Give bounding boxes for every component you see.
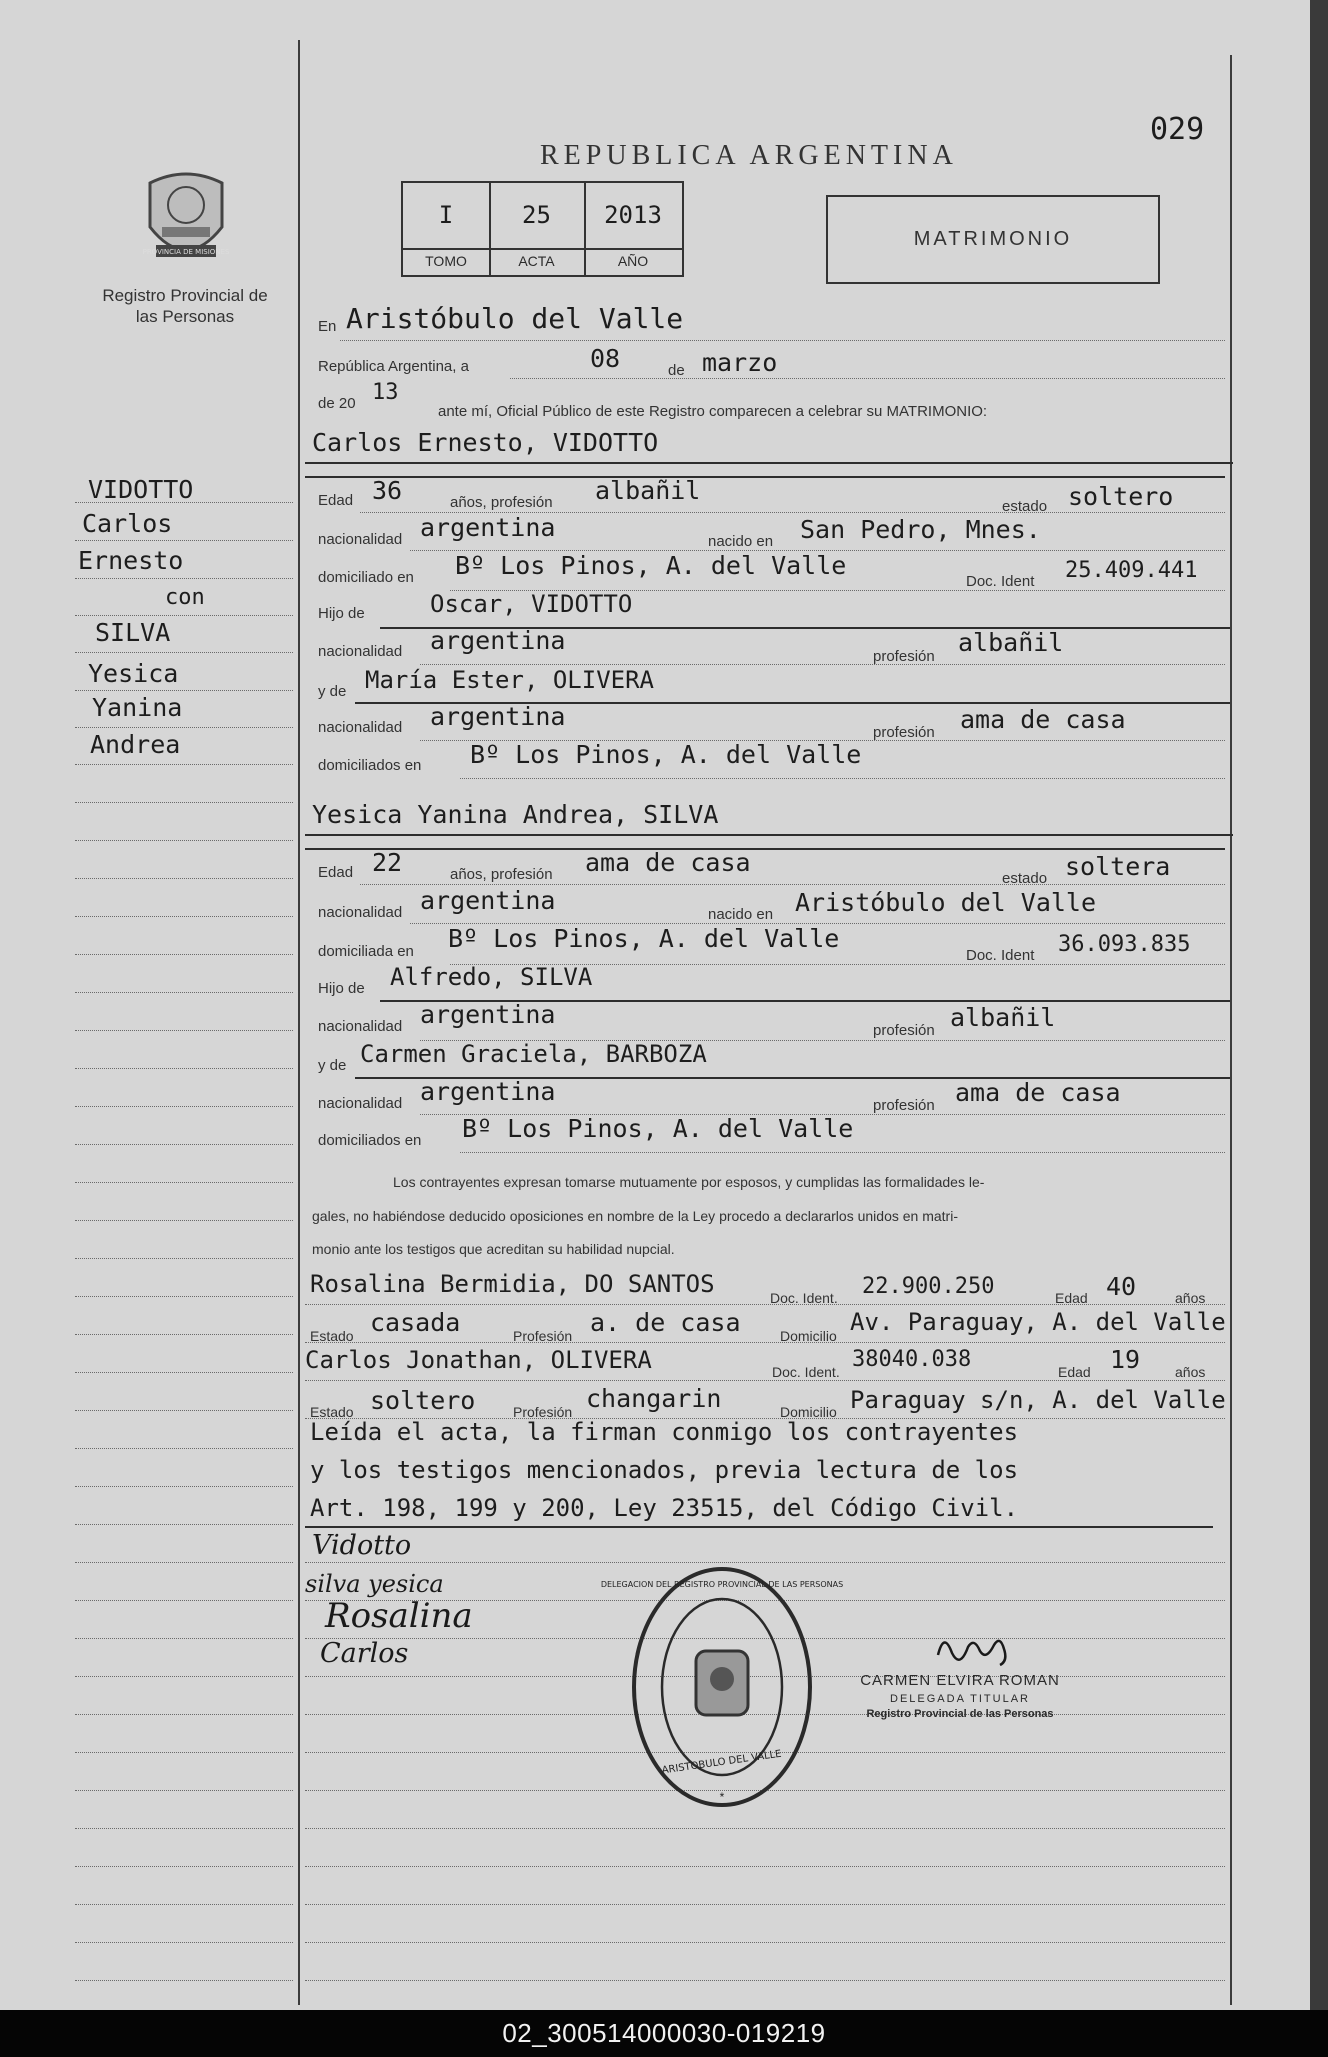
closing-line-3: Art. 198, 199 y 200, Ley 23515, del Código Civil. xyxy=(310,1494,1019,1522)
witness1-estado-label: Estado xyxy=(310,1328,354,1344)
year-prefix: de 20 xyxy=(318,395,356,412)
groom-birthplace: San Pedro, Mnes. xyxy=(800,515,1041,544)
margin-name-8: Andrea xyxy=(90,730,181,759)
official-office: Registro Provincial de las Personas xyxy=(866,1708,1054,1720)
groom-nationality: argentina xyxy=(420,513,556,542)
margin-name-5: SILVA xyxy=(95,618,171,647)
page-edge xyxy=(1310,0,1328,2010)
declaration-line-2: gales, no habiéndose deducido oposiciones en nombre de la Ley procedo a declararlos unidos en matri- xyxy=(312,1208,958,1224)
month-de-label: de xyxy=(668,362,685,379)
witness2-estado: soltero xyxy=(370,1386,476,1415)
margin-line xyxy=(75,802,293,803)
blank-line xyxy=(305,1980,1225,1981)
bride-line-1 xyxy=(360,884,1225,885)
groom-line-5 xyxy=(420,664,1225,665)
groom-doc: 25.409.441 xyxy=(1065,558,1198,583)
bride-anos-label: años, profesión xyxy=(450,866,553,883)
bride-name-line-2 xyxy=(305,848,1225,850)
witness1-address: Av. Paraguay, A. del Valle xyxy=(850,1308,1226,1336)
groom-mother-prof: ama de casa xyxy=(960,705,1126,734)
margin-line xyxy=(75,1410,293,1411)
witness2-age: 19 xyxy=(1110,1345,1141,1374)
margin-name-3: Ernesto xyxy=(78,546,184,575)
en-label: En xyxy=(318,318,337,335)
bride-father-nat-label: nacionalidad xyxy=(318,1018,403,1035)
footer-code: 02_300514000030-019219 xyxy=(0,2010,1328,2057)
blank-line xyxy=(305,1866,1225,1867)
official-signature-block xyxy=(840,1672,1080,1720)
bride-dom-label: domiciliada en xyxy=(318,943,414,960)
signature-groom: Vidotto xyxy=(312,1530,412,1561)
bride-father: Alfredo, SILVA xyxy=(390,963,593,991)
witness2-estado-label: Estado xyxy=(310,1404,354,1420)
blank-line xyxy=(305,1828,1225,1829)
margin-rule-left xyxy=(298,40,300,2005)
groom-father-prof-label: profesión xyxy=(873,648,935,665)
margin-line xyxy=(75,1980,293,1981)
margin-rule-right xyxy=(1230,55,1232,2005)
margin-line xyxy=(75,652,293,653)
bride-father-nat: argentina xyxy=(420,1000,556,1029)
declaration-line-3: monio ante los testigos que acreditan su habilidad nupcial. xyxy=(312,1241,675,1257)
bride-name-line xyxy=(305,834,1233,836)
witness1-age: 40 xyxy=(1106,1272,1137,1301)
groom-father-label: Hijo de xyxy=(318,605,365,622)
tomo-label: TOMO xyxy=(403,248,489,269)
margin-line xyxy=(75,1638,293,1639)
groom-profession: albañil xyxy=(595,476,701,505)
groom-doc-label: Doc. Ident xyxy=(966,573,1035,590)
groom-age: 36 xyxy=(372,476,403,505)
bride-doc-label: Doc. Ident xyxy=(966,947,1035,964)
bride-birthplace: Aristóbulo del Valle xyxy=(795,888,1097,917)
margin-line xyxy=(75,1486,293,1487)
margin-line xyxy=(75,840,293,841)
groom-mother-nat-label: nacionalidad xyxy=(318,719,403,736)
witness2-doc-label: Doc. Ident. xyxy=(772,1364,840,1380)
witness1-line-2 xyxy=(305,1342,1225,1343)
bride-father-prof: albañil xyxy=(950,1003,1056,1032)
margin-line xyxy=(75,502,293,503)
margin-name-4: con xyxy=(165,585,205,610)
official-signature-icon xyxy=(930,1625,1020,1675)
witness1-profession: a. de casa xyxy=(590,1308,741,1337)
bride-nat-label: nacionalidad xyxy=(318,904,403,921)
official-stamp-icon xyxy=(600,1565,844,1810)
acta-value: 25 xyxy=(522,201,551,229)
groom-anos-label: años, profesión xyxy=(450,494,553,511)
bride-father-prof-label: profesión xyxy=(873,1022,935,1039)
blank-line xyxy=(305,1562,1225,1563)
margin-line xyxy=(75,1372,293,1373)
groom-father: Oscar, VIDOTTO xyxy=(430,590,633,618)
margin-line xyxy=(75,578,293,579)
margin-line xyxy=(75,727,293,728)
margin-line xyxy=(75,916,293,917)
margin-line xyxy=(75,764,293,765)
year-suffix: 13 xyxy=(372,380,399,405)
bride-parents-address: Bº Los Pinos, A. del Valle xyxy=(462,1114,854,1143)
witness2-edad-label: Edad xyxy=(1058,1364,1091,1380)
margin-line xyxy=(75,1296,293,1297)
groom-name-line-2 xyxy=(305,476,1225,478)
margin-line xyxy=(75,690,293,691)
margin-line xyxy=(75,1676,293,1677)
margin-line xyxy=(75,1904,293,1905)
witness1-estado: casada xyxy=(370,1308,461,1337)
date-line xyxy=(510,378,1225,379)
witness1-doc: 22.900.250 xyxy=(862,1274,995,1299)
page-number: 029 xyxy=(1150,112,1205,147)
groom-father-prof: albañil xyxy=(958,628,1064,657)
acta-label: ACTA xyxy=(489,248,584,269)
official-title: DELEGADA TITULAR xyxy=(890,1693,1030,1705)
signature-bride: silva yesica xyxy=(305,1570,444,1598)
margin-name-7: Yanina xyxy=(92,693,183,722)
witness2-profession: changarin xyxy=(586,1384,722,1413)
blank-line xyxy=(305,1942,1225,1943)
margin-line xyxy=(75,1106,293,1107)
witness2-address: Paraguay s/n, A. del Valle xyxy=(850,1386,1226,1414)
blank-line xyxy=(305,1904,1225,1905)
groom-estado: soltero xyxy=(1068,482,1174,511)
bride-mother-label: y de xyxy=(318,1057,347,1074)
margin-line xyxy=(75,615,293,616)
witness1-profesion-label: Profesión xyxy=(513,1328,573,1344)
witness1-edad-label: Edad xyxy=(1055,1290,1088,1306)
margin-line xyxy=(75,1144,293,1145)
margin-line xyxy=(75,954,293,955)
month-value: marzo xyxy=(702,348,778,377)
witness2-name: Carlos Jonathan, OLIVERA xyxy=(305,1346,652,1374)
seal-text: PROVINCIA DE MISIONES xyxy=(142,248,230,256)
bride-mother-prof-label: profesión xyxy=(873,1097,935,1114)
bride-profession: ama de casa xyxy=(585,848,751,877)
witness2-doc: 38040.038 xyxy=(852,1347,972,1372)
bride-estado-label: estado xyxy=(1002,870,1048,887)
record-number-table xyxy=(401,181,684,277)
groom-mother-prof-label: profesión xyxy=(873,724,935,741)
margin-line xyxy=(75,1258,293,1259)
margin-line xyxy=(75,540,293,541)
margin-name-2: Carlos xyxy=(82,509,173,538)
place-line xyxy=(340,340,1225,341)
acta-cell xyxy=(489,183,586,275)
margin-line xyxy=(75,1790,293,1791)
signature-witness2: Carlos xyxy=(320,1638,409,1669)
groom-mother: María Ester, OLIVERA xyxy=(365,666,654,694)
margin-line xyxy=(75,1182,293,1183)
witness1-line-1 xyxy=(305,1304,1225,1305)
closing-line-rule xyxy=(305,1526,1213,1528)
place-value: Aristóbulo del Valle xyxy=(346,302,684,335)
provincial-coat-of-arms-icon xyxy=(140,165,232,275)
groom-mother-label: y de xyxy=(318,683,347,700)
bride-estado: soltera xyxy=(1065,852,1171,881)
closing-line-2: y los testigos mencionados, previa lectura de los xyxy=(310,1456,1019,1484)
margin-line xyxy=(75,1524,293,1525)
bride-line-8 xyxy=(460,1152,1225,1153)
groom-nacido-label: nacido en xyxy=(708,533,774,550)
witness1-doc-label: Doc. Ident. xyxy=(770,1290,838,1306)
bride-nationality: argentina xyxy=(420,886,556,915)
anio-cell xyxy=(584,183,682,275)
witness1-domicilio-label: Domicilio xyxy=(780,1328,837,1344)
bride-mother-prof: ama de casa xyxy=(955,1078,1121,1107)
margin-line xyxy=(75,878,293,879)
country-heading: REPUBLICA ARGENTINA xyxy=(540,140,958,171)
declaration-line-1: Los contrayentes expresan tomarse mutuamente por esposos, y cumplidas las formalidades le- xyxy=(393,1174,985,1190)
margin-line xyxy=(75,1752,293,1753)
record-type-box: MATRIMONIO xyxy=(826,195,1160,284)
groom-edad-label: Edad xyxy=(318,492,354,509)
margin-line xyxy=(75,1068,293,1069)
margin-line xyxy=(75,1562,293,1563)
bride-doc: 36.093.835 xyxy=(1058,932,1191,957)
witness1-name: Rosalina Bermidia, DO SANTOS xyxy=(310,1270,715,1298)
bride-age: 22 xyxy=(372,848,403,877)
tomo-value: I xyxy=(438,201,454,229)
groom-name: Carlos Ernesto, VIDOTTO xyxy=(312,428,659,457)
witness1-anos-label: años xyxy=(1175,1290,1206,1306)
bride-name: Yesica Yanina Andrea, SILVA xyxy=(312,800,719,829)
registry-name: Registro Provincial de las Personas xyxy=(102,286,268,326)
witness2-anos-label: años xyxy=(1175,1364,1206,1380)
bride-edad-label: Edad xyxy=(318,864,354,881)
margin-name-1: VIDOTTO xyxy=(88,475,194,504)
day-value: 08 xyxy=(590,344,621,373)
bride-mother-nat-label: nacionalidad xyxy=(318,1095,403,1112)
official-name: CARMEN ELVIRA ROMAN xyxy=(860,1672,1060,1689)
margin-line xyxy=(75,1030,293,1031)
bride-address: Bº Los Pinos, A. del Valle xyxy=(448,924,840,953)
svg-text:*: * xyxy=(719,1790,725,1804)
groom-mother-nat: argentina xyxy=(430,702,566,731)
anio-label: AÑO xyxy=(584,248,682,269)
bride-parents-dom-label: domiciliados en xyxy=(318,1132,422,1149)
groom-address: Bº Los Pinos, A. del Valle xyxy=(455,551,847,580)
groom-nat-label: nacionalidad xyxy=(318,531,403,548)
groom-parents-dom-label: domiciliados en xyxy=(318,757,422,774)
intro-sentence: ante mí, Oficial Público de este Registro comparecen a celebrar su MATRIMONIO: xyxy=(438,403,988,420)
witness2-domicilio-label: Domicilio xyxy=(780,1404,837,1420)
margin-line xyxy=(75,992,293,993)
margin-line xyxy=(75,1866,293,1867)
groom-name-line xyxy=(305,462,1233,464)
republica-label: República Argentina, a xyxy=(318,358,469,375)
bride-mother-nat: argentina xyxy=(420,1077,556,1106)
closing-line-1: Leída el acta, la firman conmigo los contrayentes xyxy=(310,1418,1019,1446)
groom-father-nat: argentina xyxy=(430,626,566,655)
stamp-inner-text: ARISTOBULO DEL VALLE xyxy=(661,1748,783,1777)
margin-line xyxy=(75,1334,293,1335)
bride-mother: Carmen Graciela, BARBOZA xyxy=(360,1040,707,1068)
tomo-cell xyxy=(403,183,491,275)
groom-line-8 xyxy=(460,778,1225,779)
margin-line xyxy=(75,1220,293,1221)
bride-father-label: Hijo de xyxy=(318,980,365,997)
margin-line xyxy=(75,1600,293,1601)
bride-nacido-label: nacido en xyxy=(708,906,774,923)
groom-dom-label: domiciliado en xyxy=(318,569,414,586)
margin-line xyxy=(75,1448,293,1449)
groom-father-nat-label: nacionalidad xyxy=(318,643,403,660)
anio-value: 2013 xyxy=(604,201,662,229)
stamp-outer-text: DELEGACION DEL REGISTRO PROVINCIAL DE LAS PERSONAS xyxy=(600,1580,844,1589)
margin-line xyxy=(75,1714,293,1715)
witness2-line-1 xyxy=(305,1380,1225,1381)
margin-line xyxy=(75,1942,293,1943)
witness2-profesion-label: Profesión xyxy=(513,1404,573,1420)
margin-line xyxy=(75,1828,293,1829)
groom-estado-label: estado xyxy=(1002,498,1048,515)
signature-witness1: Rosalina xyxy=(325,1596,473,1636)
groom-parents-address: Bº Los Pinos, A. del Valle xyxy=(470,740,862,769)
margin-name-6: Yesica xyxy=(88,659,179,688)
